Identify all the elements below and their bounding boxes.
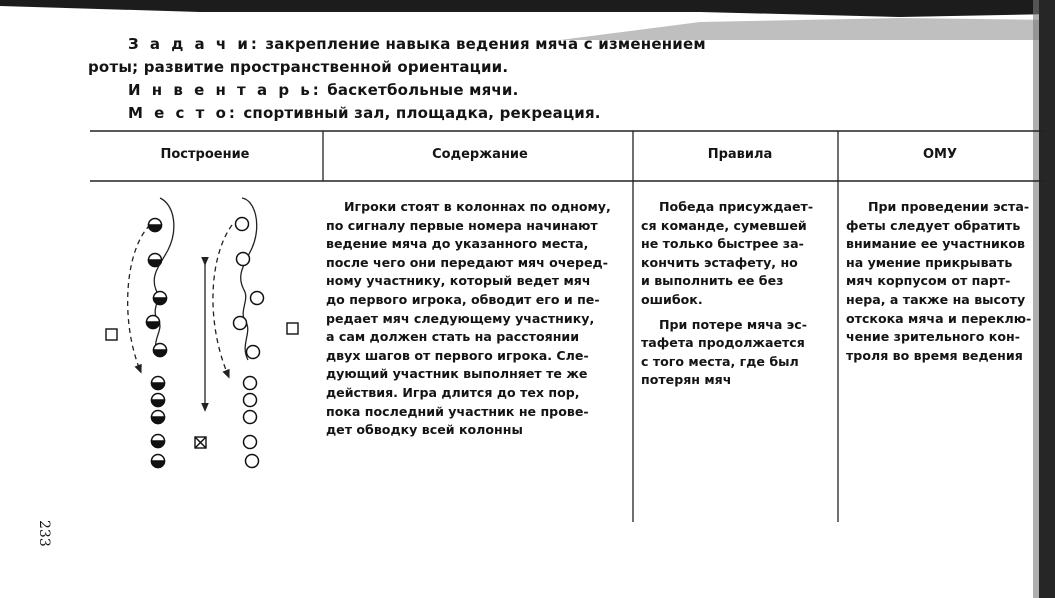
content-line: редает мяч следующему участнику, xyxy=(326,310,595,326)
rules-line: ошибок. xyxy=(641,291,703,307)
right-player-4 xyxy=(234,317,247,330)
right-player-9 xyxy=(244,436,257,449)
header-omu: ОМУ xyxy=(922,147,957,162)
omu-line: феты следует обратить xyxy=(846,217,1021,233)
left-player-1 xyxy=(149,219,162,232)
content-line: после чего они передают мяч очеред- xyxy=(326,254,608,270)
omu-line: отскока мяча и переклю- xyxy=(846,310,1032,326)
left-player-4 xyxy=(147,316,160,329)
right-player-7 xyxy=(244,394,257,407)
content-line: по сигналу первые номера начинают xyxy=(326,217,598,233)
omu-line: При проведении эста- xyxy=(868,199,1030,214)
rules-line: не только быстрее за- xyxy=(641,236,804,252)
content-line: двух шагов от первого игрока. Сле- xyxy=(326,347,589,363)
header-rules: Правила xyxy=(707,147,773,162)
rules-line: ся команде, сумевшей xyxy=(641,217,807,233)
rules-line: При потере мяча эс- xyxy=(659,316,807,332)
left-player-8 xyxy=(152,411,165,424)
start-marker xyxy=(195,437,206,448)
inventory-label: И н в е н т а р ь: xyxy=(128,81,322,99)
left-player-6 xyxy=(152,377,165,390)
content-line: дующий участник выполняет те же xyxy=(326,366,588,382)
content-line: Игроки стоят в колоннах по одному, xyxy=(344,199,611,214)
tasks-text: закрепление навыка ведения мяча с изменением xyxy=(265,35,706,53)
content-line: до первого игрока, обводит его и пе- xyxy=(326,291,600,307)
rules-line: кончить эстафету, но xyxy=(641,254,798,270)
omu-line: внимание ее участников xyxy=(846,236,1026,252)
place-label: М е с т о: xyxy=(128,104,238,122)
right-player-3 xyxy=(251,292,264,305)
omu-cell xyxy=(846,198,1036,365)
left-player-2 xyxy=(149,254,162,267)
tasks-line-2: роты; развитие пространственной ориентации. xyxy=(88,58,509,76)
right-return-path xyxy=(213,225,232,375)
right-turn-marker xyxy=(287,323,298,334)
rules-line: с того места, где был xyxy=(641,353,799,369)
rules-line: потерян мяч xyxy=(641,372,732,388)
right-player-8 xyxy=(244,411,257,424)
content-line: пока последний участник не прове- xyxy=(326,403,589,419)
left-player-9 xyxy=(152,435,165,448)
content-cell xyxy=(326,198,626,440)
omu-line: нера, а также на высоту xyxy=(846,291,1026,307)
place-text: спортивный зал, площадка, рекреация. xyxy=(243,104,601,122)
omu-line: троля во время ведения xyxy=(846,347,1023,363)
right-player-6 xyxy=(244,377,257,390)
omu-line: на умение прикрывать xyxy=(846,254,1013,270)
rules-cell xyxy=(641,198,833,390)
left-player-10 xyxy=(152,455,165,468)
left-turn-marker xyxy=(106,329,117,340)
content-line: дет обводку всей колонны xyxy=(326,422,523,438)
left-player-3 xyxy=(154,292,167,305)
rules-line: Победа присуждает- xyxy=(659,199,814,214)
content-line: а сам должен стать на расстоянии xyxy=(326,329,580,345)
right-player-2 xyxy=(237,253,250,266)
omu-line: чение зрительного кон- xyxy=(846,329,1020,345)
content-line: ному участнику, который ведет мяч xyxy=(326,273,591,289)
rules-line: тафета продолжается xyxy=(641,335,805,351)
content-line: ведение мяча до указанного места, xyxy=(326,236,589,252)
left-player-7 xyxy=(152,394,165,407)
omu-line: мяч корпусом от парт- xyxy=(846,273,1011,289)
rules-line: и выполнить ее без xyxy=(641,273,784,289)
right-player-5 xyxy=(247,346,260,359)
right-player-1 xyxy=(236,218,249,231)
content-line: действия. Игра длится до тех пор, xyxy=(326,384,580,400)
page-number: 233 xyxy=(36,520,52,547)
left-return-path xyxy=(128,225,150,370)
header-content: Содержание xyxy=(432,147,528,162)
left-player-5 xyxy=(154,344,167,357)
header-formation: Построение xyxy=(160,147,250,162)
inventory-text: баскетбольные мячи. xyxy=(327,81,519,99)
tasks-label: З а д а ч и: xyxy=(128,35,260,53)
right-player-10 xyxy=(246,455,259,468)
